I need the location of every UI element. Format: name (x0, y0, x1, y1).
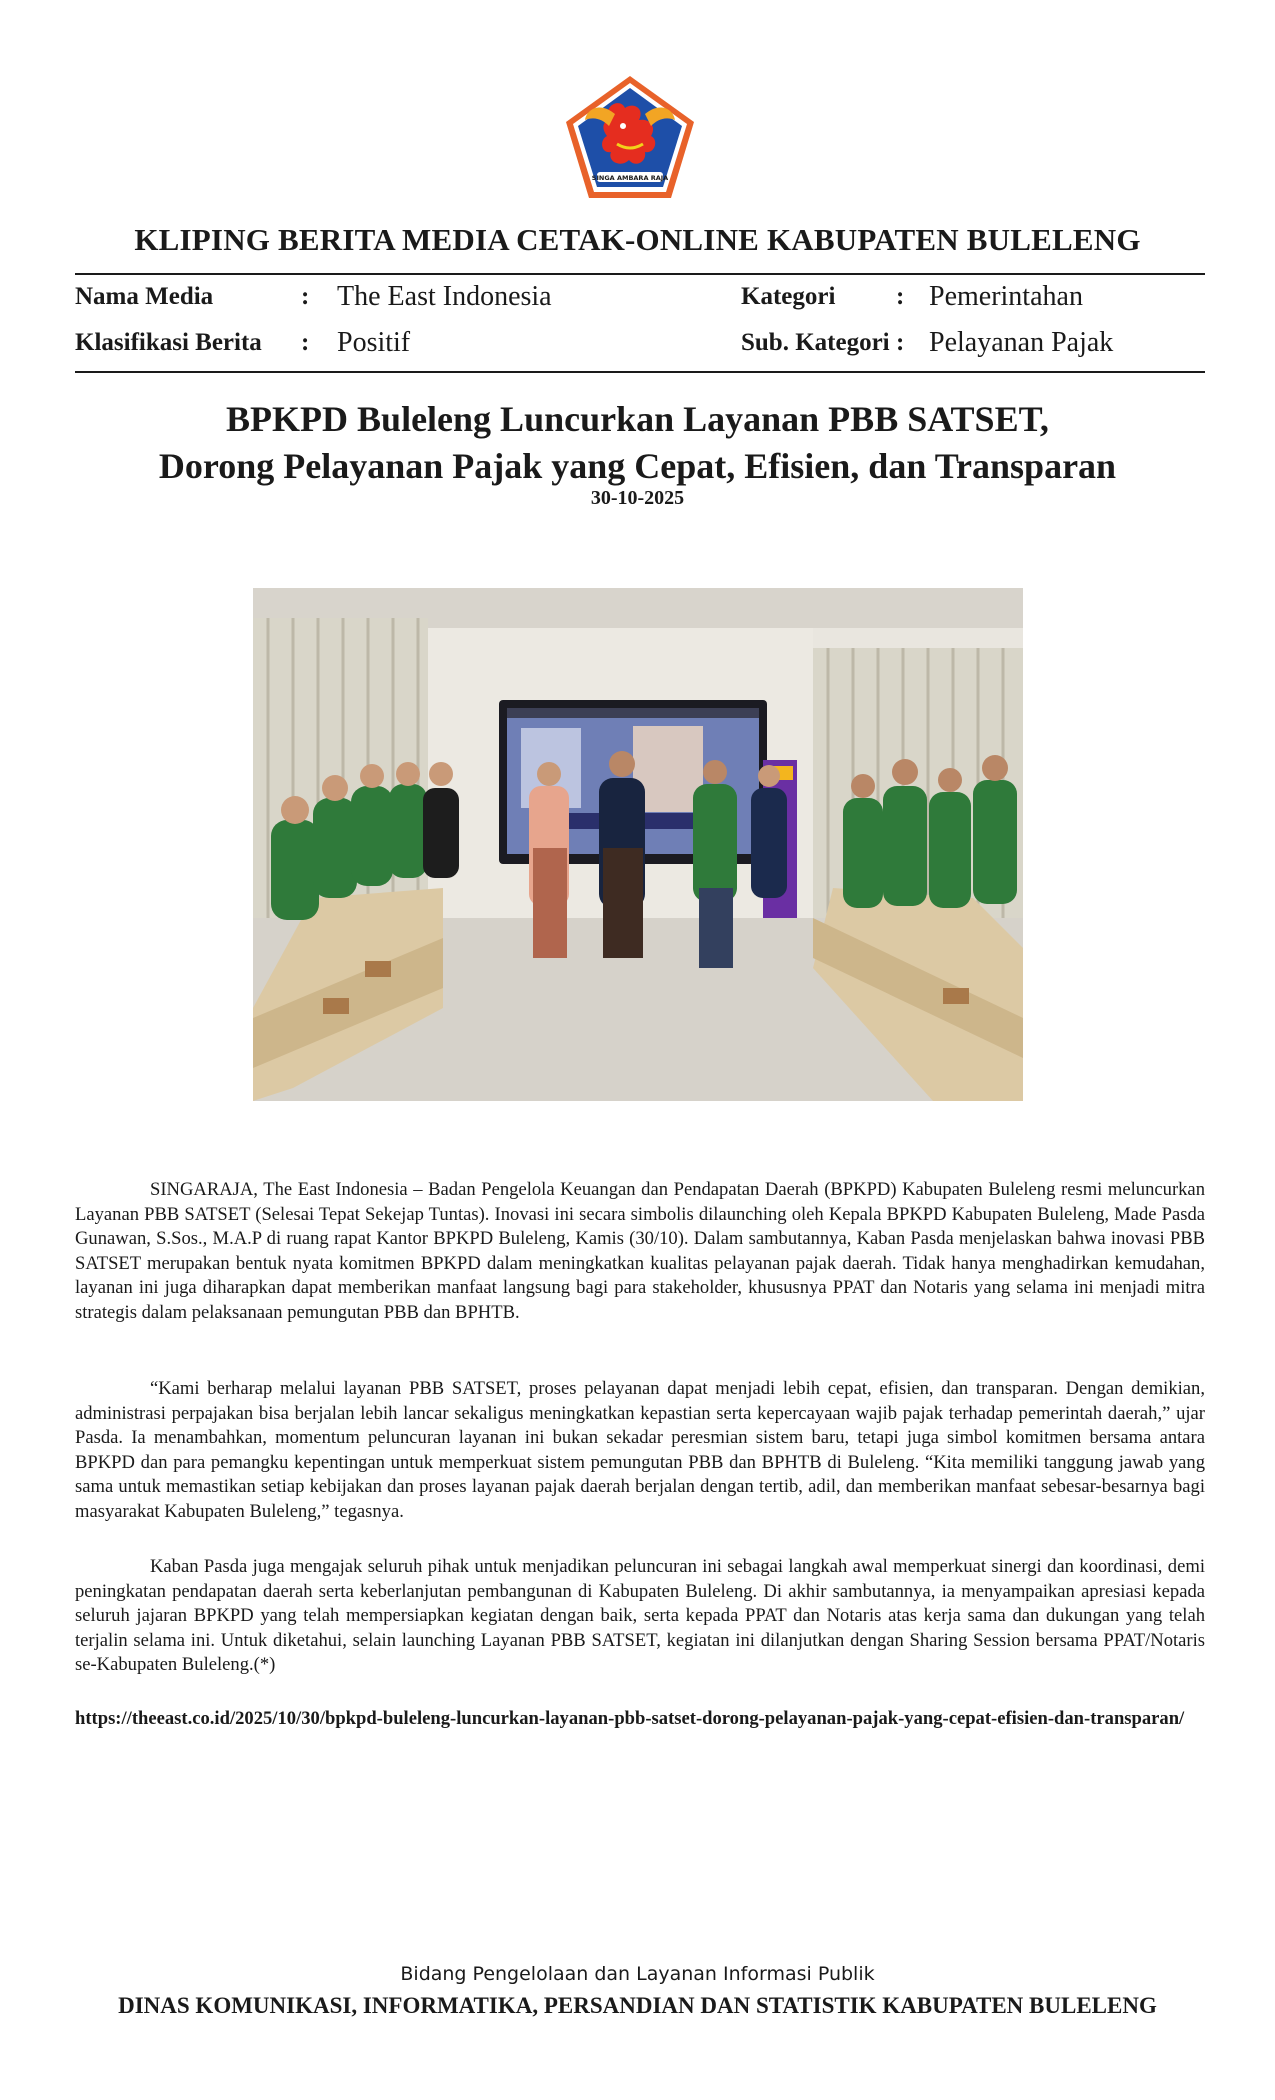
clipping-header-title: KLIPING BERITA MEDIA CETAK-ONLINE KABUPATEN BULELENG (134, 222, 1141, 257)
article-date: 30-10-2025 (590, 487, 685, 509)
regency-logo (563, 74, 697, 202)
singa-ambara-raja-emblem-icon (563, 74, 697, 202)
event-photo (253, 588, 1023, 1101)
logo-caption: SINGA AMBARA RAJA (591, 174, 669, 182)
news-classification-colon: : (301, 329, 310, 356)
sub-category-colon: : (896, 329, 905, 356)
article-paragraph-2: “Kami berharap melalui layanan PBB SATSET, proses pelayanan dapat menjadi lebih cepat, efisien, dan transparan. Dengan demikian, administrasi perpajakan bisa berjalan lebih lancar sekaligus meningkatkan kepastian serta kepercayaan wajib pajak terhadap pemerintah daerah,” ujar Pasda. Ia menambahkan, momentum peluncuran layanan ini bukan sekadar peresmian sistem baru, tetapi juga simbol komitmen bersama antara BPKPD dan para pemangku kepentingan untuk memperkuat sistem pemungutan PBB dan BPHTB di Buleleng. “Kita memiliki tanggung jawab yang sama untuk memastikan setiap kebijakan dan proses layanan pajak daerah berjalan dengan tertib, adil, dan memberikan manfaat sebesar-besarnya bagi masyarakat Kabupaten Buleleng,” tegasnya. (75, 1378, 1205, 1522)
news-classification-value: Positif (337, 327, 411, 358)
media-name-value: The East Indonesia (337, 281, 552, 312)
source-url-link[interactable]: https://theeast.co.id/2025/10/30/bpkpd-buleleng-luncurkan-layanan-pbb-satset-dorong-pelayanan-pajak-yang-cepat-efisien-dan-transparan/ (75, 1708, 1185, 1729)
news-classification-label: Klasifikasi Berita (75, 329, 262, 356)
header-divider-bottom (75, 371, 1205, 373)
article-title (0, 396, 1275, 490)
article-title-line-1: BPKPD Buleleng Luncurkan Layanan PBB SATSET, (226, 399, 1049, 439)
article-paragraph-1: SINGARAJA, The East Indonesia – Badan Pengelola Keuangan dan Pendapatan Daerah (BPKPD) Kabupaten Buleleng resmi meluncurkan Layanan PBB SATSET (Selesai Tepat Sekejap Tuntas). Inovasi ini secara simbolis dilaunching oleh Kepala BPKPD Kabupaten Buleleng, Made Pasda Gunawan, S.Sos., M.A.P di ruang rapat Kantor BPKPD Buleleng, Kamis (30/10). Dalam sambutannya, Kaban Pasda menjelaskan bahwa inovasi PBB SATSET merupakan bentuk nyata komitmen BPKPD dalam meningkatkan kualitas pelayanan pajak daerah. Tidak hanya menghadirkan kemudahan, layanan ini juga diharapkan dapat memberikan manfaat langsung bagi para stakeholder, khususnya PPAT dan Notaris yang selama ini menjadi mitra strategis dalam pelaksanaan pemungutan PBB dan BPHTB. (75, 1179, 1205, 1323)
category-colon: : (896, 283, 905, 310)
article-title-line-2: Dorong Pelayanan Pajak yang Cepat, Efisien, dan Transparan (158, 446, 1117, 486)
media-name-label: Nama Media (75, 283, 214, 310)
sub-category-label: Sub. Kategori (741, 329, 890, 356)
footer-department: Bidang Pengelolaan dan Layanan Informasi Publik (400, 1963, 875, 1985)
sub-category-value: Pelayanan Pajak (929, 327, 1114, 358)
category-label: Kategori (741, 283, 836, 310)
footer-agency-title: DINAS KOMUNIKASI, INFORMATIKA, PERSANDIAN DAN STATISTIK KABUPATEN BULELENG (118, 1993, 1157, 2018)
article-paragraph-3: Kaban Pasda juga mengajak seluruh pihak untuk menjadikan peluncuran ini sebagai langkah awal memperkuat sinergi dan koordinasi, demi peningkatan pendapatan daerah serta keberlanjutan pembangunan di Kabupaten Buleleng. Di akhir sambutannya, ia menyampaikan apresiasi kepada seluruh jajaran BPKPD yang telah mempersiapkan kegiatan dengan baik, serta kepada PPAT dan Notaris atas kerja sama dan dukungan yang telah terjalin selama ini. Untuk diketahui, selain launching Layanan PBB SATSET, kegiatan ini dilanjutkan dengan Sharing Session bersama PPAT/Notaris se-Kabupaten Buleleng.(*) (75, 1556, 1205, 1676)
header-divider-top (75, 273, 1205, 275)
media-name-colon: : (301, 283, 310, 310)
event-photo-icon (253, 588, 1023, 1101)
category-value: Pemerintahan (929, 281, 1083, 312)
